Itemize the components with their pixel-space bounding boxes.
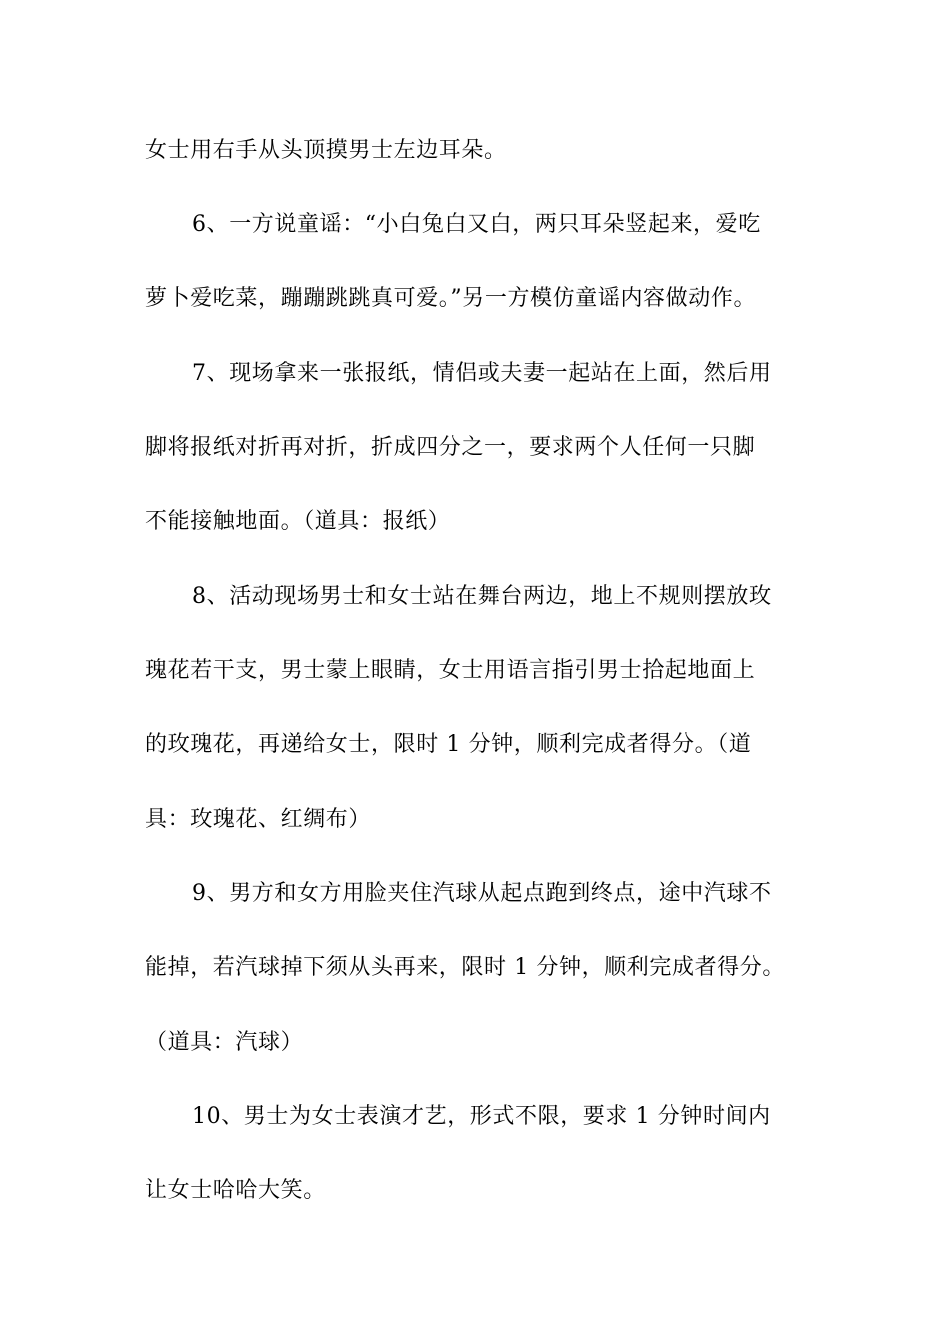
- item-8-line-1: 8、活动现场男士和女士站在舞台两边，地上不规则摆放玫: [192, 584, 772, 609]
- item-8-line-2: 瑰花若干支，男士蒙上眼睛，女士用语言指引男士拾起地面上: [145, 658, 756, 683]
- item-7-line-2: 脚将报纸对折再对折，折成四分之一，要求两个人任何一只脚: [145, 435, 756, 460]
- item-9-line-3: （道具：汽球）: [145, 1030, 304, 1055]
- item-8-line-3: 的玫瑰花，再递给女士，限时 1 分钟，顺利完成者得分。（道: [145, 732, 752, 757]
- text-line: 女士用右手从头顶摸男士左边耳朵。: [145, 138, 507, 163]
- item-7-line-1: 7、现场拿来一张报纸，情侣或夫妻一起站在上面，然后用: [192, 361, 772, 386]
- item-10-line-1: 10、男士为女士表演才艺，形式不限，要求 1 分钟时间内: [192, 1104, 771, 1129]
- item-10-line-2: 让女士哈哈大笑。: [145, 1178, 326, 1203]
- item-8-line-4: 具：玫瑰花、红绸布）: [145, 807, 372, 832]
- item-6-line-1: 6、一方说童谣：“小白兔白又白，两只耳朵竖起来，爱吃: [192, 212, 761, 237]
- item-7-line-3: 不能接触地面。（道具：报纸）: [145, 509, 451, 534]
- item-9-line-2: 能掉，若汽球掉下须从头再来，限时 1 分钟，顺利完成者得分。: [145, 955, 785, 980]
- item-9-line-1: 9、男方和女方用脸夹住汽球从起点跑到终点，途中汽球不: [192, 881, 772, 906]
- item-6-line-2: 萝卜爱吃菜，蹦蹦跳跳真可爱。”另一方模仿童谣内容做动作。: [145, 286, 757, 311]
